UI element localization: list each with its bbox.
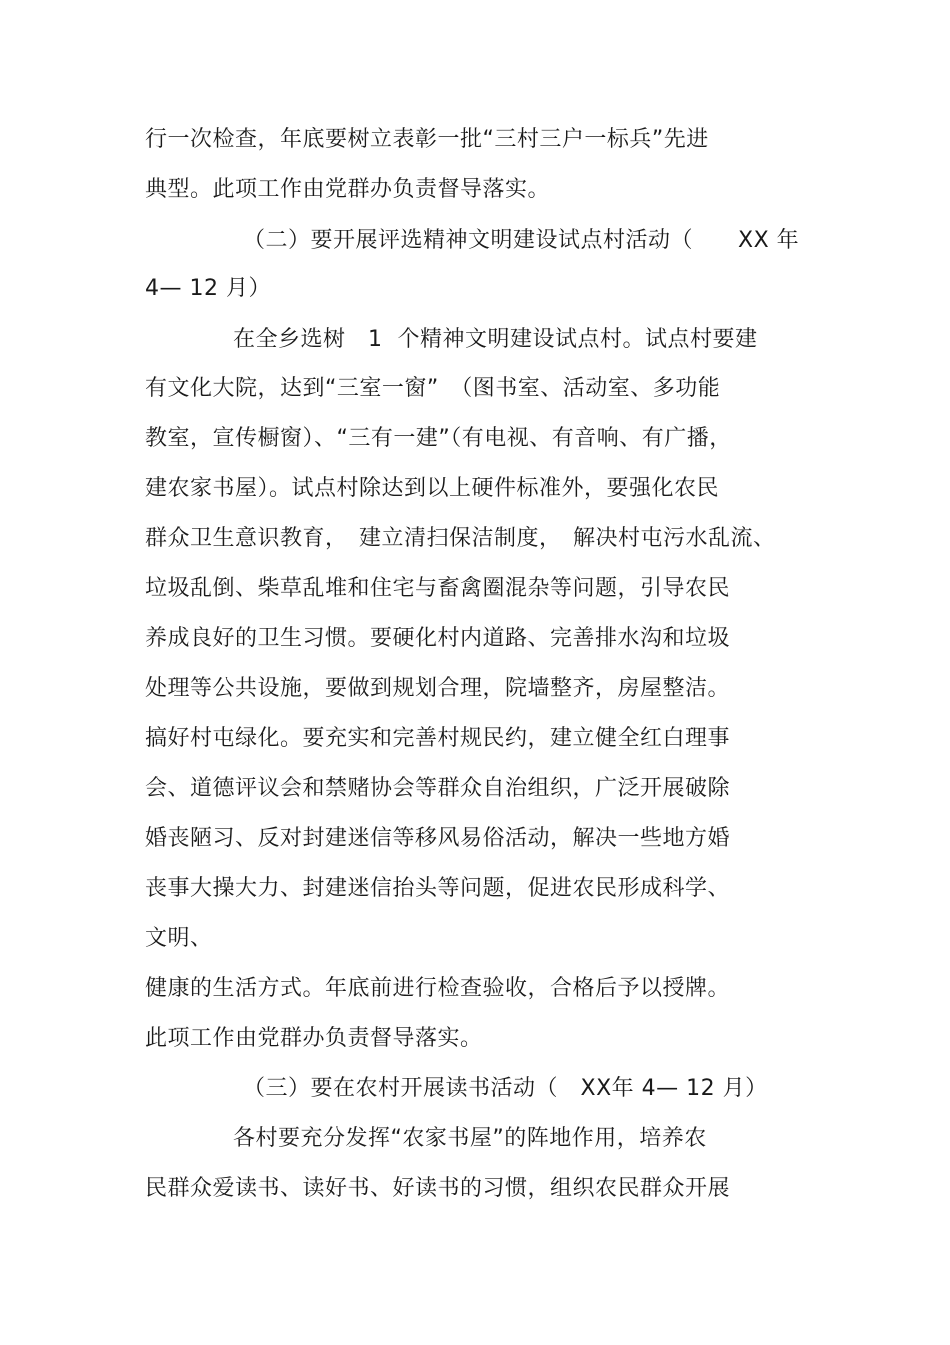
text-line: 丧事大操大力、封建迷信抬头等问题，促进农民形成科学、 — [145, 876, 731, 901]
section-heading: （二）要开展评选精神文明建设试点村活动（ XX 年 — [243, 228, 800, 253]
text-line: 群众卫生意识教育， 建立清扫保洁制度， 解决村屯污水乱流、 — [145, 526, 776, 551]
text-line: 处理等公共设施，要做到规划合理，院墙整齐，房屋整洁。 — [145, 676, 731, 701]
text-line: 搞好村屯绿化。要充实和完善村规民约，建立健全红白理事 — [145, 726, 731, 751]
paragraph-first-line: 在全乡选树 1 个精神文明建设试点村。试点村要建 — [233, 327, 758, 352]
text-line: 健康的生活方式。年底前进行检查验收，合格后予以授牌。 — [145, 976, 731, 1001]
text-line: 会、道德评议会和禁赌协会等群众自治组织，广泛开展破除 — [145, 776, 731, 801]
section-heading: （三）要在农村开展读书活动（ XX年 4— 12 月） — [243, 1076, 768, 1101]
text-line: 文明、 — [145, 926, 213, 951]
paragraph-first-line: 各村要充分发挥“农家书屋”的阵地作用，培养农 — [233, 1126, 707, 1151]
text-line: 典型。此项工作由党群办负责督导落实。 — [145, 177, 551, 202]
text-line: 建农家书屋）。试点村除达到以上硬件标准外，要强化农民 — [145, 476, 720, 501]
text-line: 行一次检查，年底要树立表彰一批“三村三户一标兵”先进 — [145, 127, 709, 152]
text-line: 民群众爱读书、读好书、好读书的习惯，组织农民群众开展 — [145, 1176, 731, 1201]
text-line: 教室，宣传橱窗）、“三有一建”（有电视、有音响、有广播， — [145, 426, 732, 451]
text-line: 有文化大院，达到“三室一窗” （图书室、活动室、多功能 — [145, 376, 721, 401]
text-line: 养成良好的卫生习惯。要硬化村内道路、完善排水沟和垃圾 — [145, 626, 731, 651]
text-line: 此项工作由党群办负责督导落实。 — [145, 1026, 483, 1051]
section-heading-continuation: 4— 12 月） — [145, 276, 271, 301]
text-line: 婚丧陋习、反对封建迷信等移风易俗活动，解决一些地方婚 — [145, 826, 731, 851]
text-line: 垃圾乱倒、柴草乱堆和住宅与畜禽圈混杂等问题，引导农民 — [145, 576, 731, 601]
